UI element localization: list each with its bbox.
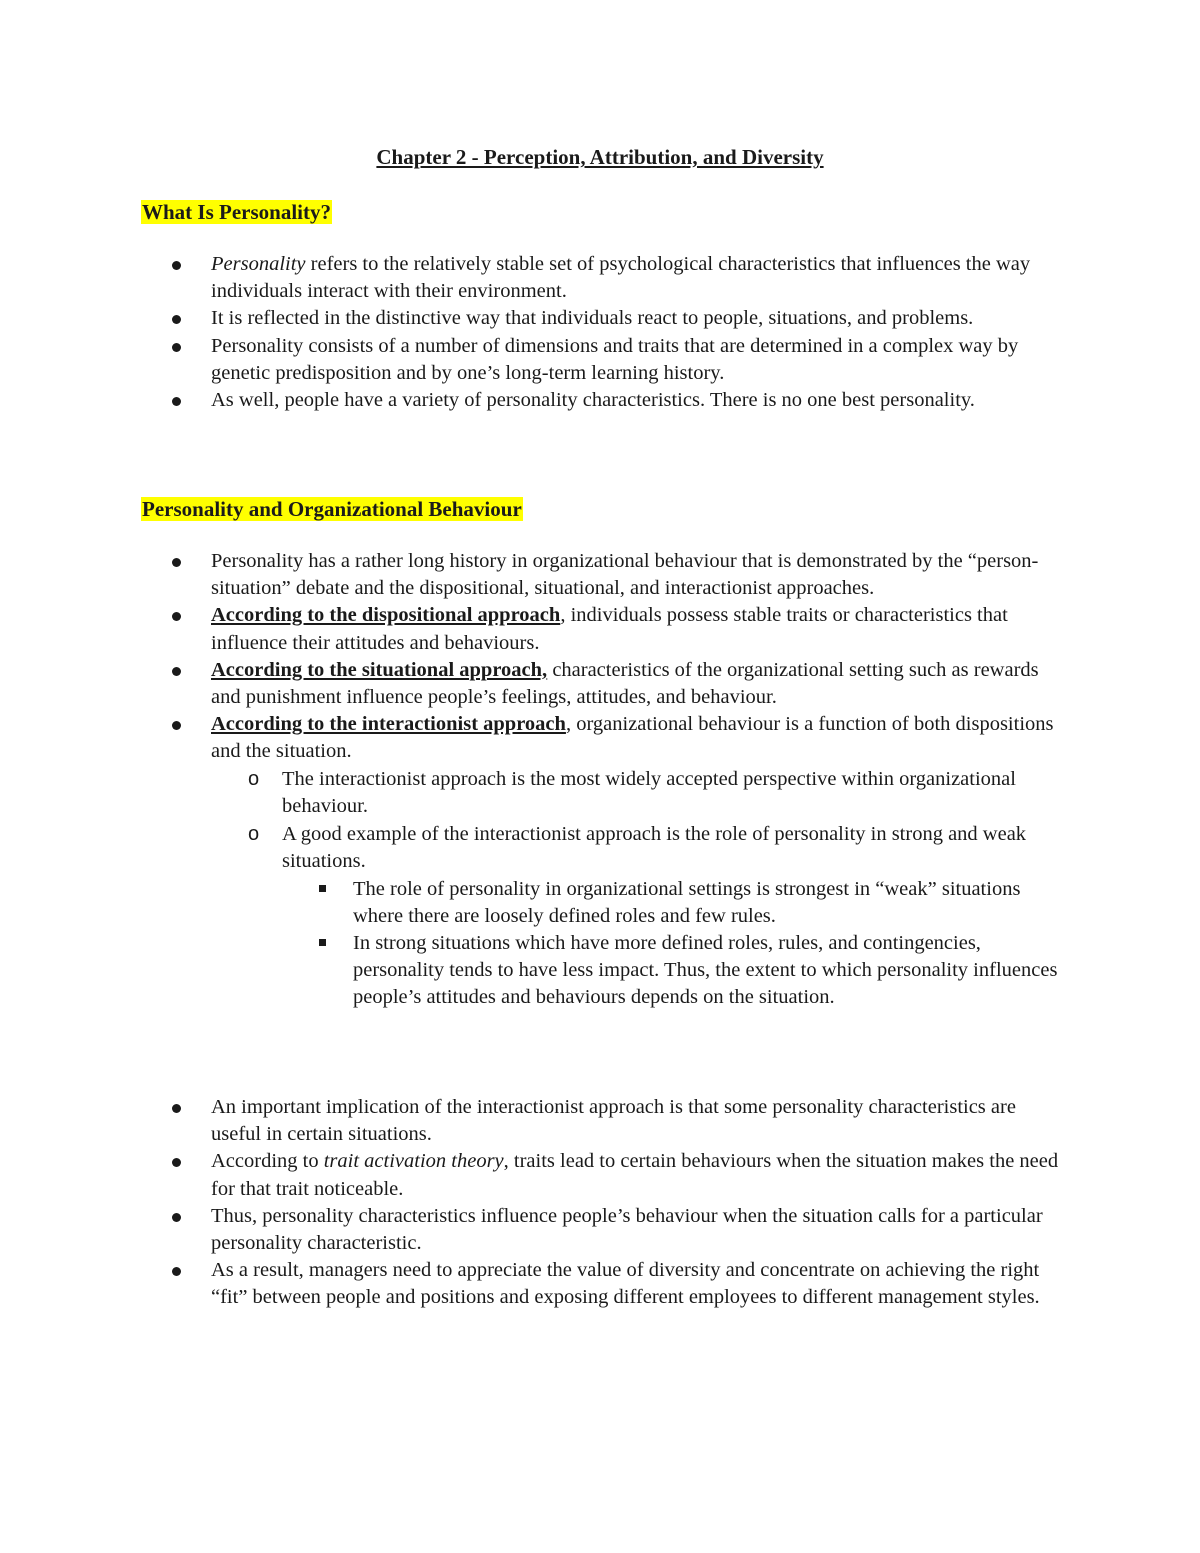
bullet-dot-icon (172, 343, 181, 352)
sub-sub-list-item (282, 876, 1070, 930)
list-item (0, 1203, 1200, 1257)
bullet-dot-icon (172, 1104, 181, 1113)
bullet-dot-icon (172, 261, 181, 270)
list-item-text: According to (211, 1150, 324, 1173)
list-item (0, 548, 1200, 602)
list-item-text: Thus, personality characteristics influence people’s behaviour when the situation calls for a particular personality characteristic. (211, 1204, 1043, 1255)
section-heading-what-is-personality (141, 198, 332, 226)
term-personality: Personality (211, 253, 306, 275)
list-item-text: It is reflected in the distinctive way that individuals react to people, situations, and problems. (211, 307, 974, 330)
section-heading-text: What Is Personality? (142, 200, 331, 224)
bullet-dot-icon (172, 721, 181, 730)
list-item-text: As a result, managers need to appreciate the value of diversity and concentrate on achieving the right “fit” between people and positions and exposing different employees to different management styles. (211, 1259, 1040, 1309)
sub-list-item-text: The interactionist approach is the most widely accepted perspective within organizational behaviour. (282, 767, 1016, 818)
list-item-text: refers to the relatively stable set of psychological characteristics that influences the way individuals interact with their environment. (211, 253, 1031, 303)
page-title-text: Chapter 2 - Perception, Attribution, and Diversity (376, 145, 824, 169)
sub-sub-list-item-text: The role of personality in organizational settings is strongest in “weak” situations where there are loosely defined roles and few rules. (353, 877, 1021, 927)
sub-list-item-text: A good example of the interactionist approach is the role of personality in strong and weak situations. (282, 822, 1027, 873)
list-item (0, 333, 1200, 387)
list-item-text: Personality has a rather long history in organizational behaviour that is demonstrated by the “person-situation” debate and the dispositional, situational, and interactionist approaches. (211, 550, 1039, 600)
list-item-text: An important implication of the interactionist approach is that some personality characteristics are useful in certain situations. (211, 1096, 1016, 1146)
bullet-dot-icon (172, 667, 181, 676)
list-item (0, 602, 1200, 656)
list-item-text: characteristics of the organizational setting such as rewards and punishment influence people’s feelings, attitudes, and behaviour. (211, 658, 1039, 709)
sub-sub-list-item-text: In strong situations which have more defined roles, rules, and contingencies, personality tends to have less impact. Thus, the extent to which personality influences people’s attitudes and behaviours depends on the situation. (353, 932, 1058, 1009)
square-bullet-icon (319, 885, 326, 892)
list-item (0, 657, 1200, 711)
sub-list-item (211, 821, 1070, 1012)
list-item (0, 305, 1200, 332)
term-interactionist-approach: According to the interactionist approach (211, 713, 566, 736)
bullet-dot-icon (172, 315, 181, 324)
bullet-list-implications (0, 1094, 1200, 1312)
bullet-list-approaches (0, 548, 1200, 1012)
term-dispositional-approach: According to the dispositional approach (211, 604, 561, 627)
bullet-dot-icon (172, 558, 181, 567)
hollow-bullet-icon: o (248, 822, 260, 845)
sub-sub-list-item (282, 930, 1070, 1012)
bullet-dot-icon (172, 612, 181, 621)
square-bullet-icon (319, 939, 326, 946)
section-heading-personality-ob (141, 495, 523, 523)
list-item-text: , individuals possess stable traits or characteristics that influence their attitudes and behaviours. (211, 604, 1008, 654)
list-item (0, 387, 1200, 414)
list-item-text: , traits lead to certain behaviours when the situation makes the need for that trait noticeable. (211, 1150, 1059, 1200)
sub-sub-bullet-list (282, 876, 1070, 1012)
section-heading-text: Personality and Organizational Behaviour (142, 497, 522, 521)
term-trait-activation-theory: trait activation theory (323, 1150, 504, 1173)
list-item-text: Personality consists of a number of dimensions and traits that are determined in a complex way by genetic predisposition and by one’s long-term learning history. (211, 334, 1019, 384)
bullet-dot-icon (172, 1158, 181, 1167)
bullet-dot-icon (172, 397, 181, 406)
sub-list-item (211, 766, 1070, 821)
list-item-text: , organizational behaviour is a function of both dispositions and the situation. (211, 713, 1054, 763)
term-situational-approach: According to the situational approach, (211, 658, 548, 681)
bullet-dot-icon (172, 1213, 181, 1222)
page-title (0, 143, 1200, 171)
list-item (0, 1148, 1200, 1202)
hollow-bullet-icon: o (248, 767, 260, 790)
bullet-dot-icon (172, 1267, 181, 1276)
list-item (0, 1094, 1200, 1148)
list-item (0, 251, 1200, 305)
list-item-text: As well, people have a variety of personality characteristics. There is no one best personality. (211, 389, 975, 412)
sub-bullet-list (211, 766, 1070, 1012)
list-item (0, 1257, 1200, 1311)
list-item (0, 711, 1200, 1011)
bullet-list-personality (0, 251, 1200, 414)
